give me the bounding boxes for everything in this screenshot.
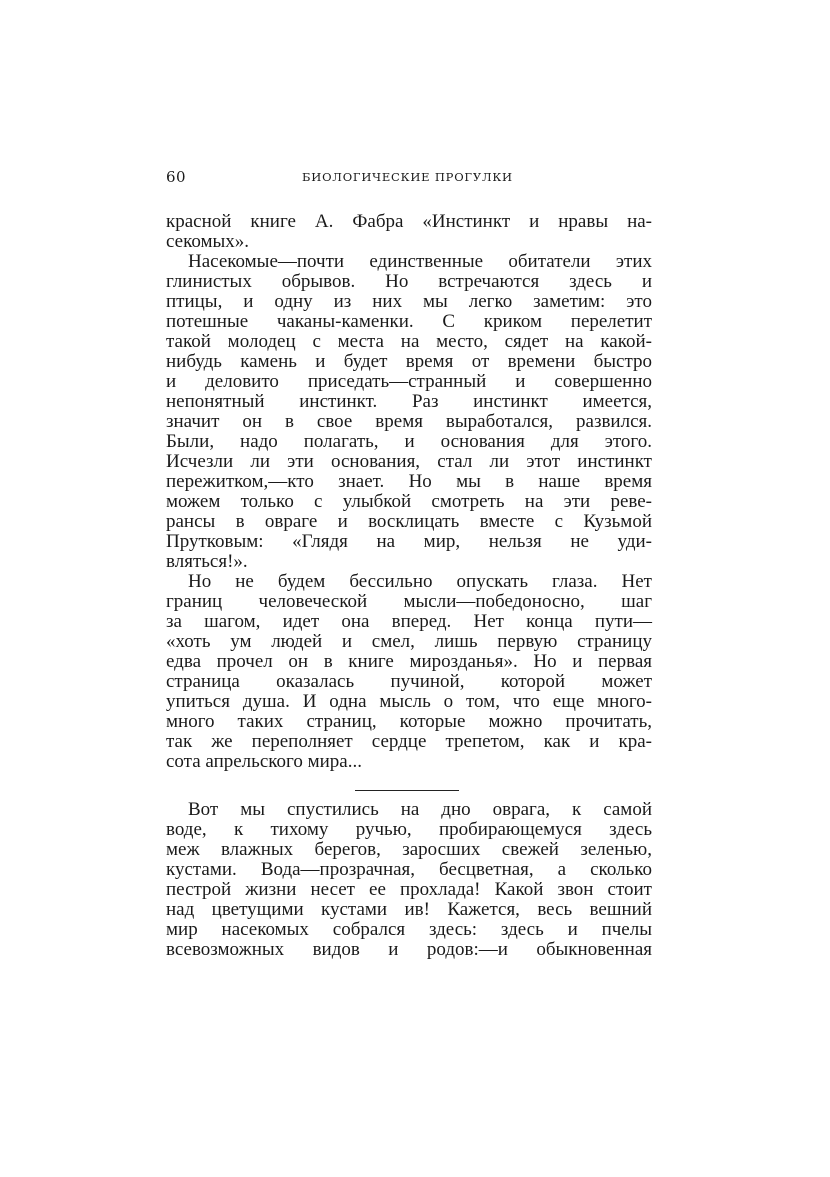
text-line: Но не будем бессильно опускать глаза. Нет — [188, 571, 652, 592]
text-line: упиться душа. И одна мысль о том, что еще много- — [166, 691, 652, 712]
body-text-section-a — [166, 212, 652, 772]
text-line: красной книге А. Фабра «Инстинкт и нравы на- — [166, 211, 652, 232]
text-line: Вот мы спустились на дно оврага, к самой — [188, 799, 652, 820]
page-number: 60 — [166, 168, 187, 186]
paragraph — [166, 572, 652, 772]
text-line: глинистых обрывов. Но встречаются здесь и — [166, 271, 652, 292]
text-line: значит он в свое время выработался, развился. — [166, 411, 652, 432]
text-line: вляться!». — [166, 551, 248, 572]
text-line: птицы, и одну из них мы легко заметим: это — [166, 291, 652, 312]
text-line: такой молодец с места на место, сядет на какой- — [166, 331, 652, 352]
text-line: потешные чаканы-каменки. С криком перелетит — [166, 311, 652, 332]
text-line: непонятный инстинкт. Раз инстинкт имеется, — [166, 391, 652, 412]
text-line: можем только с улыбкой смотреть на эти реве- — [166, 491, 652, 512]
text-line: «хоть ум людей и смел, лишь первую страницу — [166, 631, 652, 652]
text-line: мир насекомых собрался здесь: здесь и пчелы — [166, 919, 652, 940]
paragraph — [166, 252, 652, 572]
text-line: секомых». — [166, 231, 250, 252]
text-line: страница оказалась пучиной, которой может — [166, 671, 652, 692]
text-line: Насекомые—почти единственные обитатели этих — [188, 251, 652, 272]
text-line: Исчезли ли эти основания, стал ли этот инстинкт — [166, 451, 652, 472]
text-line: всевозможных видов и родов:—и обыкновенная — [166, 939, 652, 960]
text-line: пестрой жизни несет ее прохлада! Какой звон стоит — [166, 879, 652, 900]
text-line: нибудь камень и будет время от времени быстро — [166, 351, 652, 372]
text-line: кустами. Вода—прозрачная, бесцветная, а сколько — [166, 859, 652, 880]
text-line: над цветущими кустами ив! Кажется, весь вешний — [166, 899, 652, 920]
text-line: пережитком,—кто знает. Но мы в наше время — [166, 471, 652, 492]
paragraph — [166, 212, 652, 252]
text-line: воде, к тихому ручью, пробирающемуся здесь — [166, 819, 652, 840]
text-line: едва прочел он в книге мирозданья». Но и первая — [166, 651, 652, 672]
running-title: БИОЛОГИЧЕСКИЕ ПРОГУЛКИ — [302, 170, 513, 184]
text-line: много таких страниц, которые можно прочитать, — [166, 711, 652, 732]
text-line: Были, надо полагать, и основания для этого. — [166, 431, 652, 452]
text-line: и деловито приседать—странный и совершенно — [166, 371, 652, 392]
text-line: Прутковым: «Глядя на мир, нельзя не уди- — [166, 531, 652, 552]
paragraph — [166, 800, 652, 960]
text-line: за шагом, идет она вперед. Нет конца пути— — [166, 611, 652, 632]
text-line: меж влажных берегов, заросших свежей зеленью, — [166, 839, 652, 860]
page-header — [166, 168, 652, 188]
text-line: рансы в овраге и восклицать вместе с Кузьмой — [166, 511, 652, 532]
text-line: так же переполняет сердце трепетом, как и кра- — [166, 731, 652, 752]
body-text-section-b — [166, 800, 652, 960]
text-line: границ человеческой мысли—победоносно, шаг — [166, 591, 652, 612]
text-line: сота апрельского мира... — [166, 751, 362, 772]
section-divider — [355, 790, 459, 791]
